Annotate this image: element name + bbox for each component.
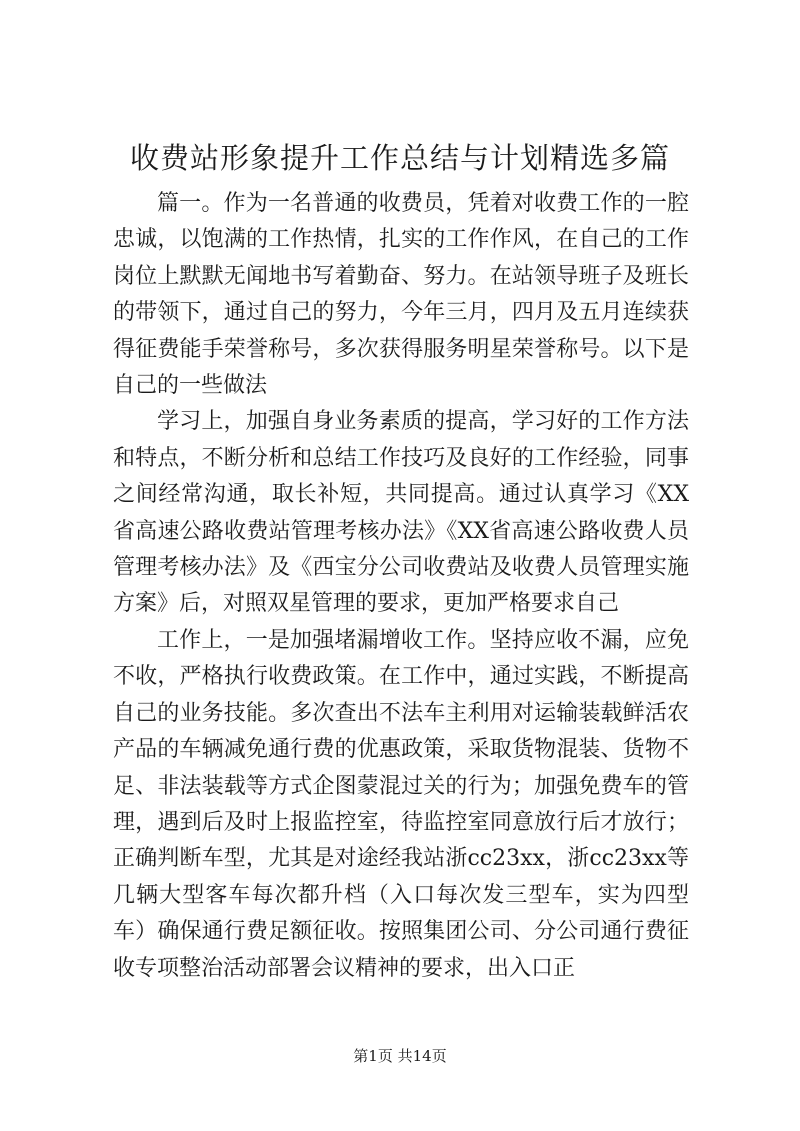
paragraph-1: 篇一。作为一名普通的收费员，凭着对收费工作的一腔忠诚，以饱满的工作热情，扎实的工作作风，在自己的工作岗位上默默无闻地书写着勤奋、努力。在站领导班子及班长的带领下，通过自己的努力，今年三月，四月及五月连续获得征费能手荣誉称号，多次获得服务明星荣誉称号。以下是自己的一些做法 xyxy=(113,191,689,399)
paragraph-2: 学习上，加强自身业务素质的提高，学习好的工作方法和特点，不断分析和总结工作技巧及良好的工作经验，同事之间经常沟通，取长补短，共同提高。通过认真学习《XX省高速公路收费站管理考核办法》《XX省高速公路收费人员管理考核办法》及《西宝分公司收费站及收费人员管理实施方案》后，对照双星管理的要求，更加严格要求自己 xyxy=(113,409,689,617)
paragraph-3: 工作上，一是加强堵漏增收工作。坚持应收不漏，应免不收，严格执行收费政策。在工作中，通过实践，不断提高自己的业务技能。多次查出不法车主利用对运输装载鲜活农产品的车辆减免通行费的优惠政策，采取货物混装、货物不足、非法装载等方式企图蒙混过关的行为；加强免费车的管理，遇到后及时上报监控室，待监控室同意放行后才放行；正确判断车型，尤其是对途经我站浙cc23xx，浙cc23xx等几辆大型客车每次都升档（入口每次发三型车，实为四型车）确保通行费足额征收。按照集团公司、分公司通行费征收专项整治活动部署会议精神的要求，出入口正 xyxy=(113,627,689,981)
document-title: 收费站形象提升工作总结与计划精选多篇 xyxy=(129,141,670,175)
document-body xyxy=(113,186,689,987)
page-footer: 第1页 共14页 xyxy=(353,1047,447,1065)
